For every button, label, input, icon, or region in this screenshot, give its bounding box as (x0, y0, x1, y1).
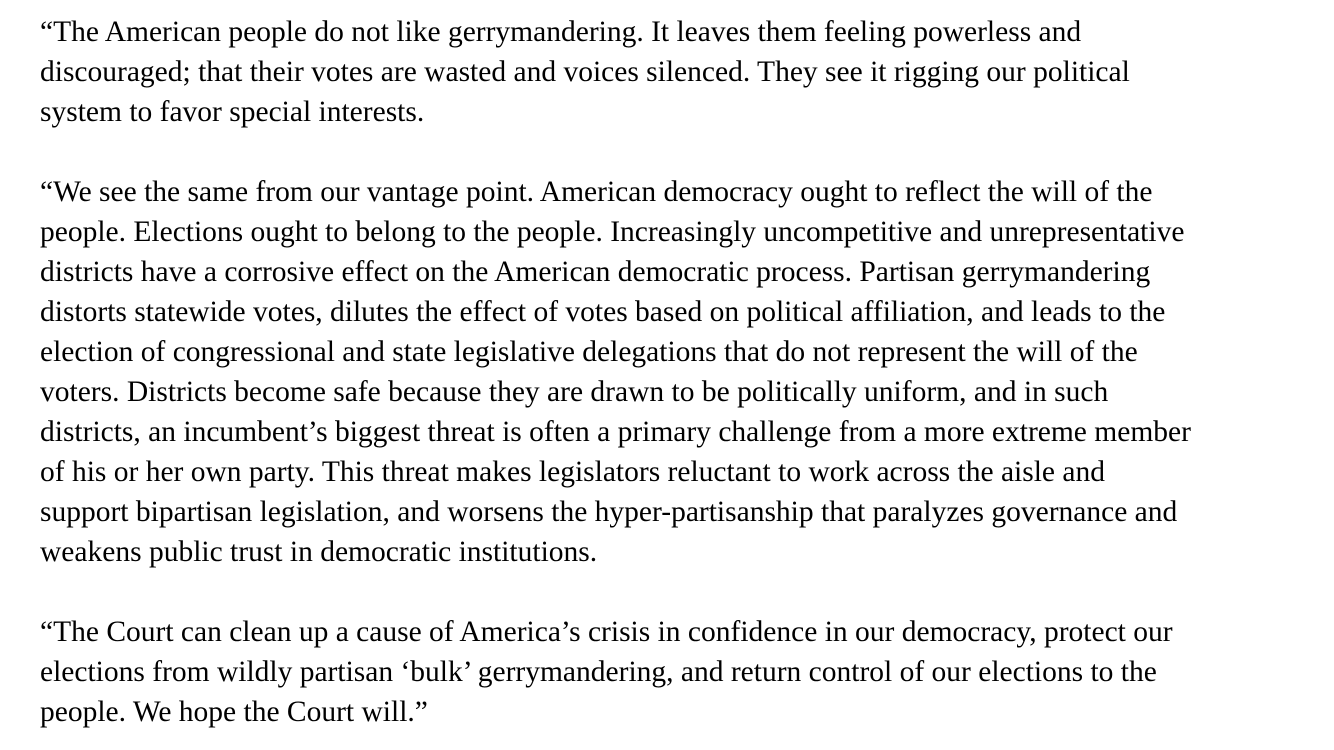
text-line: “The American people do not like gerrymandering. It leaves them feeling powerless and (40, 16, 1082, 48)
text-line: “We see the same from our vantage point. American democracy ought to reflect the will of the (40, 176, 1153, 208)
text-line: districts have a corrosive effect on the American democratic process. Partisan gerrymandering (40, 256, 1151, 288)
text-line: system to favor special interests. (40, 96, 425, 128)
paragraph-2 (40, 172, 1310, 572)
text-line: election of congressional and state legislative delegations that do not represent the will of the (40, 336, 1138, 368)
text-line: distorts statewide votes, dilutes the effect of votes based on political affiliation, and leads to the (40, 296, 1166, 328)
text-line: districts, an incumbent’s biggest threat is often a primary challenge from a more extreme member (40, 416, 1191, 448)
paragraph-3 (40, 612, 1310, 732)
text-line: weakens public trust in democratic institutions. (40, 536, 598, 568)
text-line: “The Court can clean up a cause of America’s crisis in confidence in our democracy, protect our (40, 616, 1173, 648)
text-line: people. We hope the Court will.” (40, 696, 428, 728)
paragraph-1 (40, 12, 1310, 132)
text-line: elections from wildly partisan ‘bulk’ gerrymandering, and return control of our elections to the (40, 656, 1157, 688)
text-line: discouraged; that their votes are wasted and voices silenced. They see it rigging our political (40, 56, 1130, 88)
text-line: voters. Districts become safe because they are drawn to be politically uniform, and in such (40, 376, 1109, 408)
text-line: support bipartisan legislation, and worsens the hyper-partisanship that paralyzes governance and (40, 496, 1178, 528)
text-line: of his or her own party. This threat makes legislators reluctant to work across the aisle and (40, 456, 1105, 488)
text-line: people. Elections ought to belong to the people. Increasingly uncompetitive and unrepresentative (40, 216, 1185, 248)
document-body (40, 12, 1310, 732)
